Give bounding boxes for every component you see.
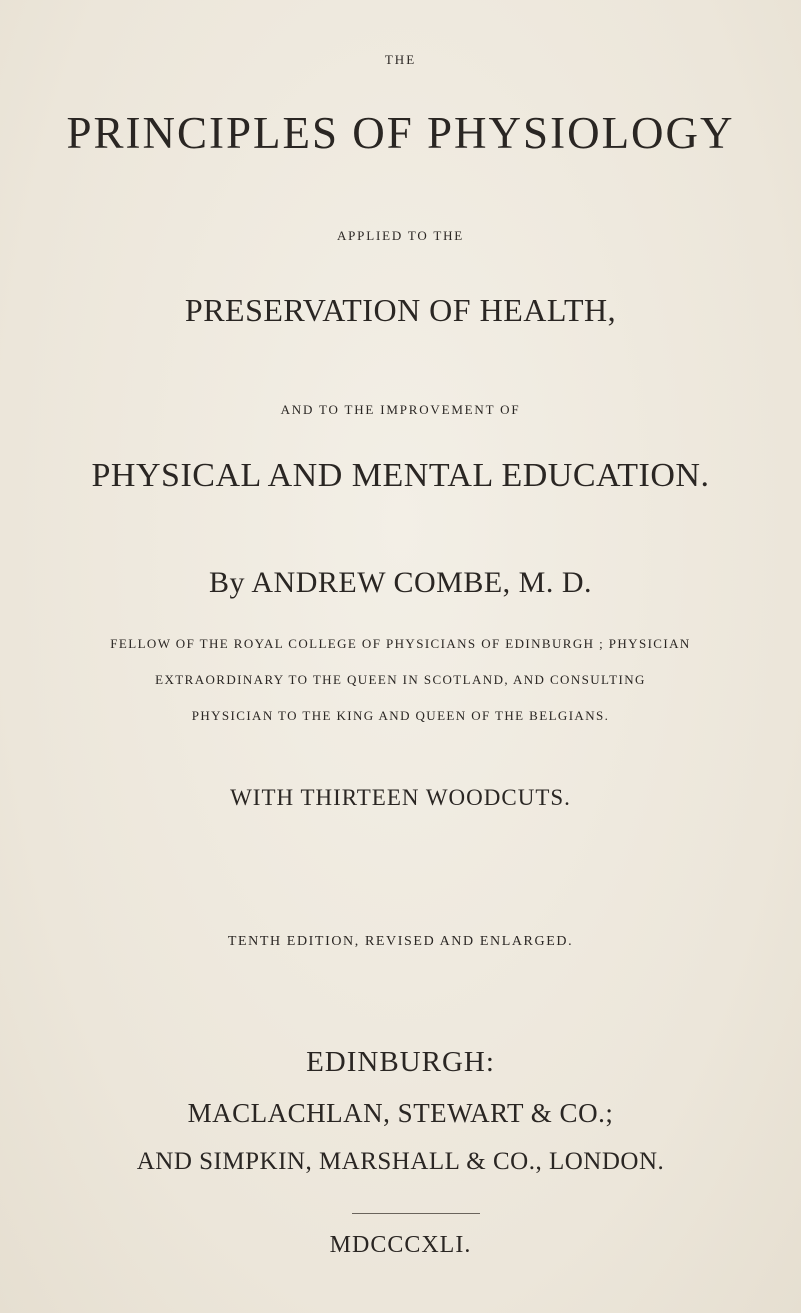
woodcuts-line: WITH THIRTEEN WOODCUTS. [230,785,571,810]
imprint-publisher-2: AND SIMPKIN, MARSHALL & CO., LONDON. [136,1148,665,1175]
subtitle-preservation: PRESERVATION OF HEALTH, [184,292,617,328]
credentials-line-1: FELLOW OF THE ROYAL COLLEGE OF PHYSICIANS OF EDINBURGH ; PHYSICIAN [110,636,691,651]
book-title: PRINCIPLES OF PHYSIOLOGY [66,108,735,158]
subtitle-education: PHYSICAL AND MENTAL EDUCATION. [91,457,710,494]
by-word: By [208,566,245,599]
imprint-date: MDCCCXLI. [329,1232,472,1258]
edition-line: TENTH EDITION, REVISED AND ENLARGED. [227,934,574,949]
credentials-line-2: EXTRAORDINARY TO THE QUEEN IN SCOTLAND, AND CONSULTING [155,672,646,687]
imprint-publisher-1: MACLACHLAN, STEWART & CO.; [187,1098,614,1128]
the-line: THE [384,52,417,67]
author-name: ANDREW COMBE, M. D. [251,566,592,599]
applied-line: APPLIED TO THE [336,228,465,243]
imprint-rule [352,1213,480,1214]
author-byline [0,566,801,600]
and-to-line: AND TO THE IMPROVEMENT OF [280,402,521,417]
credentials-line-3: PHYSICIAN TO THE KING AND QUEEN OF THE BELGIANS. [191,708,610,723]
imprint-place: EDINBURGH: [306,1046,495,1078]
